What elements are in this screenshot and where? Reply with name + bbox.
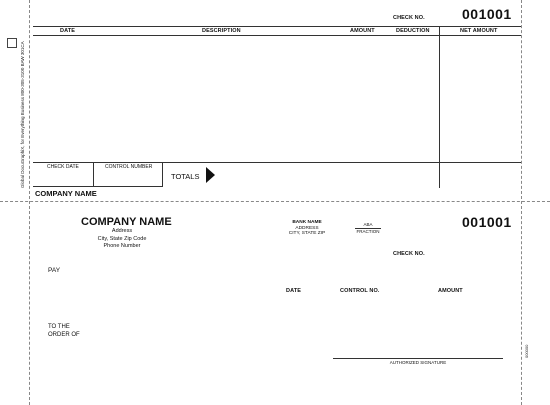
check-control-no-label: CONTROL NO. xyxy=(340,288,380,294)
stub-col-amount: AMOUNT xyxy=(350,28,375,34)
to-the-label: TO THE xyxy=(48,324,70,330)
stub-totals-label: TOTALS xyxy=(171,172,200,181)
stub-net-divider xyxy=(439,26,440,188)
aba-fraction-block xyxy=(355,222,381,235)
stub-col-description: DESCRIPTION xyxy=(202,28,241,34)
printer-side-text: Global DocuGraphiX, for Everything Business 800-305-3100 BAW 301CA xyxy=(20,41,25,188)
stub-footer-divider-1 xyxy=(93,162,94,186)
stub-checkbox[interactable] xyxy=(7,38,17,48)
stub-col-net-amount: NET AMOUNT xyxy=(460,28,498,34)
check-city-state-zip: City, State Zip Code xyxy=(97,235,147,242)
stub-footer-divider-2 xyxy=(162,162,163,186)
stub-check-no-label: CHECK NO. xyxy=(393,15,425,21)
stub-totals-rule xyxy=(33,162,521,163)
stub-header-rule xyxy=(33,35,521,36)
stub-col-deduction: DEDUCTION xyxy=(396,28,430,34)
check-no-label: CHECK NO. xyxy=(393,251,425,257)
totals-arrow-icon xyxy=(206,167,215,183)
signature-label: AUTHORIZED SIGNATURE xyxy=(389,360,447,365)
stub-footer-bottom-rule xyxy=(33,186,163,187)
bank-address: ADDRESS xyxy=(295,225,319,231)
check-side-code: 000000 xyxy=(524,344,529,358)
check-number: 001001 xyxy=(462,214,512,230)
check-phone: Phone Number xyxy=(103,243,141,249)
check-company-name: COMPANY NAME xyxy=(81,216,172,228)
stub-check-date-label: CHECK DATE xyxy=(47,164,79,170)
left-perforation xyxy=(29,0,30,405)
aba-label: ABA xyxy=(355,222,381,229)
check-address: Address xyxy=(111,228,133,234)
check-amount-label: AMOUNT xyxy=(438,288,463,294)
stub-col-date: DATE xyxy=(60,28,75,34)
signature-line xyxy=(333,358,503,359)
order-of-label: ORDER OF xyxy=(48,332,80,338)
stub-check-number: 001001 xyxy=(462,6,512,22)
stub-control-number-label: CONTROL NUMBER xyxy=(105,164,153,170)
bank-name: BANK NAME xyxy=(292,220,322,225)
stub-table-top-rule xyxy=(33,26,521,27)
bank-city: CITY, STATE ZIP xyxy=(288,231,326,236)
right-perforation xyxy=(521,0,522,405)
stub-company-name: COMPANY NAME xyxy=(35,189,97,198)
pay-label: PAY xyxy=(48,267,61,274)
to-the-order-of-block xyxy=(48,323,80,339)
stub-check-perforation xyxy=(0,201,550,202)
check-bank-block xyxy=(283,220,331,237)
fraction-label: FRACTION xyxy=(356,229,380,234)
check-date-label: DATE xyxy=(286,288,301,294)
check-company-address-block xyxy=(82,228,162,251)
